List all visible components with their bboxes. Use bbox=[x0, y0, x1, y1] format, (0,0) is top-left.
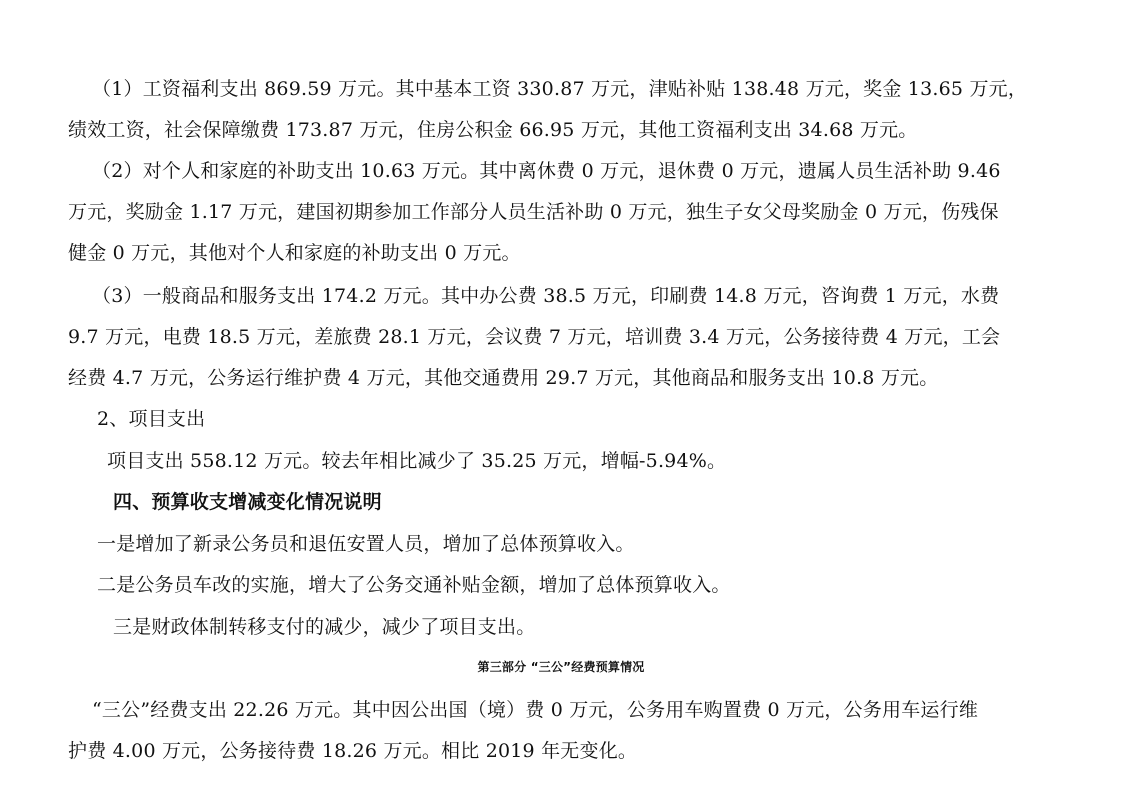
three-public-line-1: “三公”经费支出 22.26 万元。其中因公出国（境）费 0 万元，公务用车购置费 0 万元，公务用车运行维 bbox=[92, 699, 979, 721]
family-subsidy-line-2: 万元，奖励金 1.17 万元，建国初期参加工作部分人员生活补助 0 万元，独生子女父母奖励金 0 万元，伤残保 bbox=[68, 201, 999, 223]
wage-welfare-line-2: 绩效工资，社会保障缴费 173.87 万元，住房公积金 66.95 万元，其他工资福利支出 34.68 万元。 bbox=[68, 119, 918, 141]
wage-welfare-line-1: （1）工资福利支出 869.59 万元。其中基本工资 330.87 万元，津贴补贴 138.48 万元，奖金 13.65 万元， bbox=[92, 78, 1028, 100]
project-expense-heading: 2、项目支出 bbox=[97, 408, 206, 430]
goods-services-line-2: 9.7 万元，电费 18.5 万元，差旅费 28.1 万元，会议费 7 万元，培训费 3.4 万元，公务接待费 4 万元，工会 bbox=[68, 326, 1001, 348]
project-expense-text: 项目支出 558.12 万元。较去年相比减少了 35.25 万元，增幅-5.94%。 bbox=[107, 450, 727, 472]
family-subsidy-line-1: （2）对个人和家庭的补助支出 10.63 万元。其中离休费 0 万元，退休费 0 万元，遗属人员生活补助 9.46 bbox=[92, 160, 1001, 182]
goods-services-line-1: （3）一般商品和服务支出 174.2 万元。其中办公费 38.5 万元，印刷费 14.8 万元，咨询费 1 万元，水费 bbox=[92, 285, 1000, 307]
change-reason-3: 三是财政体制转移支付的减少，减少了项目支出。 bbox=[113, 616, 536, 638]
part-three-title: 第三部分 “三公”经费预算情况 bbox=[477, 660, 645, 674]
three-public-line-2: 护费 4.00 万元，公务接待费 18.26 万元。相比 2019 年无变化。 bbox=[68, 740, 638, 762]
goods-services-line-3: 经费 4.7 万元，公务运行维护费 4 万元，其他交通费用 29.7 万元，其他商品和服务支出 10.8 万元。 bbox=[68, 367, 939, 389]
change-reason-2: 二是公务员车改的实施，增大了公务交通补贴金额，增加了总体预算收入。 bbox=[97, 574, 731, 596]
section-four-heading: 四、预算收支增减变化情况说明 bbox=[113, 491, 382, 513]
family-subsidy-line-3: 健金 0 万元，其他对个人和家庭的补助支出 0 万元。 bbox=[68, 242, 521, 264]
change-reason-1: 一是增加了新录公务员和退伍安置人员，增加了总体预算收入。 bbox=[97, 533, 635, 555]
